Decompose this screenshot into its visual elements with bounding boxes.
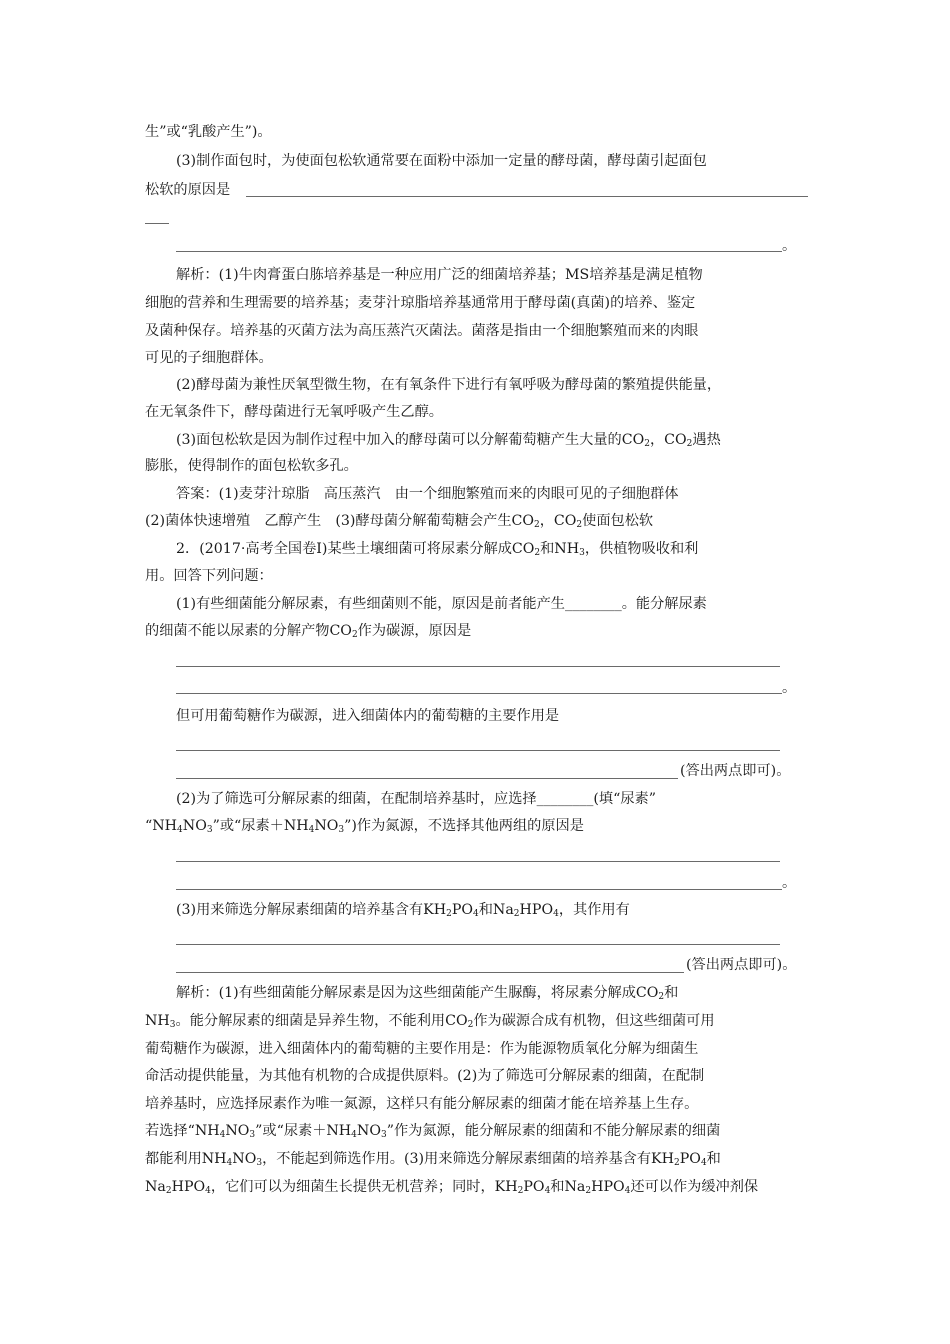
- text-line: 解析：(1)牛肉膏蛋白胨培养基是一种应用广泛的细菌培养基；MS培养基是满足植物: [176, 267, 703, 283]
- text-line: 答案：(1)麦芽汁琼脂 高压蒸汽 由一个细胞繁殖而来的肉眼可见的子细胞群体: [176, 486, 679, 502]
- text-line: 在无氧条件下，酵母菌进行无氧呼吸产生乙醇。: [145, 404, 443, 420]
- question-heading: 2．(2017·高考全国卷Ⅰ)某些土壤细菌可将尿素分解成$CO_2$和$NH_3$，供植物吸收和利: [176, 541, 699, 558]
- text-line: 培养基时，应选择尿素作为唯一氮源，这样只有能分解尿素的细菌才能在培养基上生存。: [145, 1096, 699, 1112]
- text-line: (2)酵母菌为兼性厌氧型微生物，在有氧条件下进行有氧呼吸为酵母菌的繁殖提供能量，: [176, 377, 722, 393]
- text-line: (2)菌体快速增殖 乙醇产生 (3)酵母菌分解葡萄糖会产生$CO_2$，$CO_2$使面包松软: [145, 513, 654, 530]
- text-line: 。: [782, 680, 797, 696]
- text-line: 解析：(1)有些细菌能分解尿素是因为这些细菌能产生脲酶，将尿素分解成$CO_2$和: [176, 985, 679, 1002]
- answer-blank: [176, 944, 780, 945]
- text-line: (2)为了筛选可分解尿素的细菌，在配制培养基时，应选择________(填“尿素”: [176, 791, 656, 807]
- text-line: “$NH_4NO_3$”或“尿素$+NH_4NO_3$”)作为氮源，不选择其他两组的原因是: [145, 818, 584, 835]
- answer-blank: [176, 666, 780, 667]
- answer-blank: [246, 196, 808, 197]
- text-line: 。: [782, 238, 797, 254]
- text-line: 及菌种保存。培养基的灭菌方法为高压蒸汽灭菌法。菌落是指由一个细胞繁殖而来的肉眼: [145, 323, 699, 339]
- text-line: 生”或“乳酸产生”)。: [145, 124, 272, 140]
- text-line: (3)用来筛选分解尿素细菌的培养基含有$KH_2PO_4$和$Na_2HPO_4$，其作用有: [176, 902, 630, 919]
- text-line: 。: [782, 875, 797, 891]
- text-line: (答出两点即可)。: [686, 957, 797, 973]
- text-line: (3)面包松软是因为制作过程中加入的酵母菌可以分解葡萄糖产生大量的$CO_2$，$CO_2$遇热: [176, 432, 721, 449]
- text-line: 的细菌不能以尿素的分解产物$CO_2$作为碳源，原因是: [145, 623, 472, 640]
- answer-blank: [176, 972, 684, 973]
- text-line: 细胞的营养和生理需要的培养基；麦芽汁琼脂培养基通常用于酵母菌(真菌)的培养、鉴定: [145, 295, 696, 311]
- answer-blank: [176, 889, 782, 890]
- text-line: 用。回答下列问题：: [145, 568, 273, 584]
- answer-blank: [145, 223, 169, 224]
- text-line: (1)有些细菌能分解尿素，有些细菌则不能，原因是前者能产生________。能分解尿素: [176, 596, 707, 612]
- answer-blank: [176, 861, 780, 862]
- text-line: 都能利用$NH_4NO_3$，不能起到筛选作用。(3)用来筛选分解尿素细菌的培养基含有$KH_2PO_4$和: [145, 1151, 721, 1168]
- text-line: 可见的子细胞群体。: [145, 350, 273, 366]
- text-line: 葡萄糖作为碳源，进入细菌体内的葡萄糖的主要作用是：作为能源物质氧化分解为细菌生: [145, 1041, 699, 1057]
- text-line: 膨胀，使得制作的面包松软多孔。: [145, 458, 358, 474]
- text-line: 命活动提供能量，为其他有机物的合成提供原料。(2)为了筛选可分解尿素的细菌，在配制: [145, 1068, 705, 1084]
- answer-blank: [176, 750, 780, 751]
- text-line: (3)制作面包时，为使面包松软通常要在面粉中添加一定量的酵母菌，酵母菌引起面包: [176, 153, 707, 169]
- text-line: $Na_2HPO_4$，它们可以为细菌生长提供无机营养；同时，$KH_2PO_4$和$Na_2HPO_4$还可以作为缓冲剂保: [145, 1179, 759, 1196]
- text-line: 松软的原因是: [145, 182, 231, 198]
- text-line: 但可用葡萄糖作为碳源，进入细菌体内的葡萄糖的主要作用是: [176, 708, 560, 724]
- answer-blank: [176, 693, 782, 694]
- answer-blank: [176, 251, 782, 252]
- text-line: $NH_3$。能分解尿素的细菌是异养生物，不能利用$CO_2$作为碳源合成有机物，但这些细菌可用: [145, 1013, 715, 1030]
- answer-blank: [176, 778, 678, 779]
- text-line: 若选择“$NH_4NO_3$”或“尿素$+NH_4NO_3$”作为氮源，能分解尿素的细菌和不能分解尿素的细菌: [145, 1123, 721, 1140]
- text-line: (答出两点即可)。: [680, 763, 791, 779]
